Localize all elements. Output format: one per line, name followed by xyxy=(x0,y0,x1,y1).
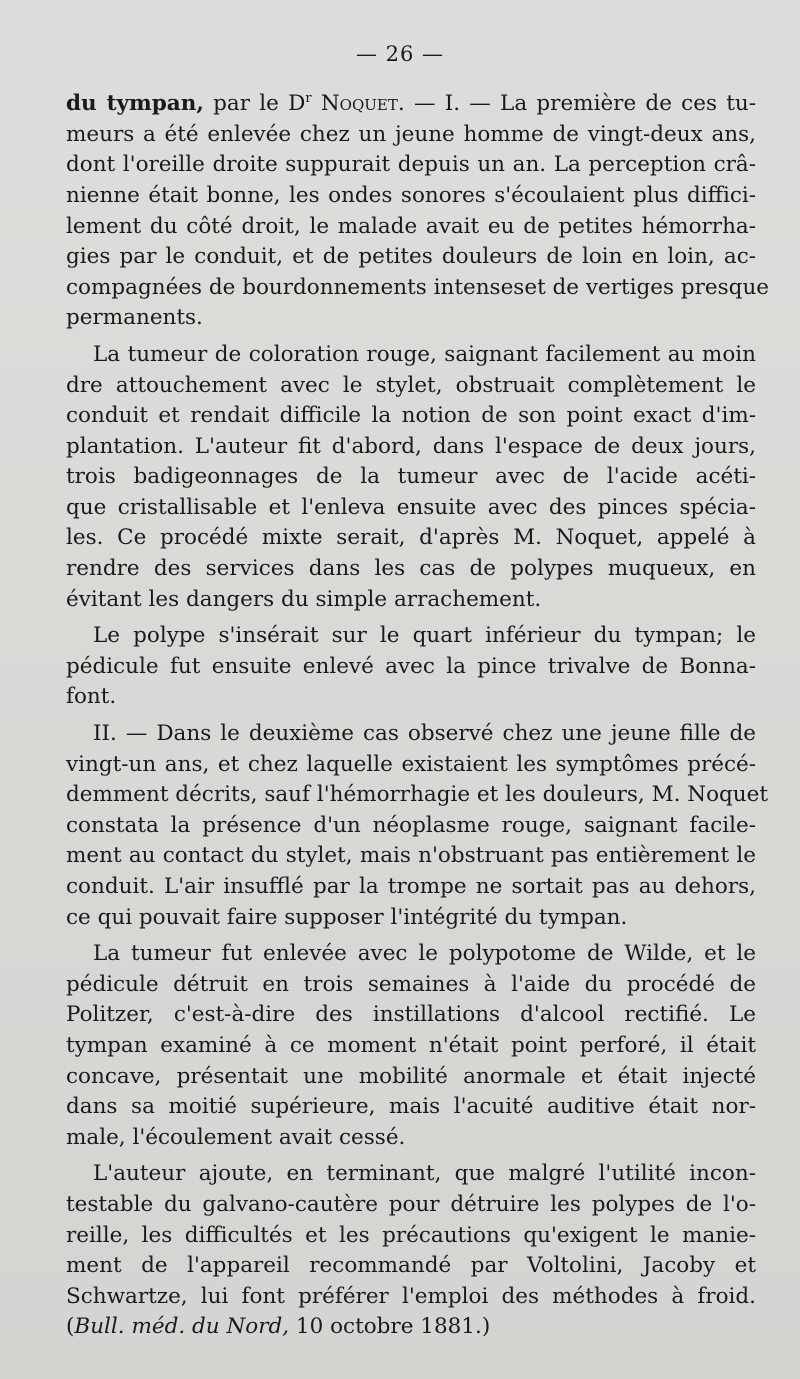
text-line: dre attouchement avec le stylet, obstruait complètement le xyxy=(66,372,756,398)
text-line: dans sa moitié supérieure, mais l'acuité auditive était nor- xyxy=(66,1094,756,1120)
text-line: gies par le conduit, et de petites douleurs de loin en loin, ac- xyxy=(66,244,756,270)
paragraph-2 xyxy=(66,340,756,615)
author-name: Noquet xyxy=(320,91,398,117)
citation-line xyxy=(66,1312,756,1343)
lead-phrase: du tympan, xyxy=(66,91,204,117)
text-line: pédicule détruit en trois semaines à l'aide du procédé de xyxy=(66,971,756,997)
text-line: que cristallisable et l'enleva ensuite avec des pinces spécia- xyxy=(66,494,756,520)
text-line: rendre des services dans les cas de polypes muqueux, en xyxy=(66,556,756,582)
text-line: lement du côté droit, le malade avait eu de petites hémorrha- xyxy=(66,213,756,239)
paragraph-3 xyxy=(66,621,756,713)
title-superscript: r xyxy=(305,91,312,106)
text-line: ment au contact du stylet, mais n'obstruant pas entièrement le xyxy=(66,843,756,869)
citation-date: 10 octobre 1881. xyxy=(289,1314,482,1340)
text-line: conduit. L'air insufflé par la trompe ne sortait pas au dehors, xyxy=(66,874,756,899)
text-line: La tumeur de coloration rouge, saignant facilement au moin xyxy=(93,341,756,367)
text-line: concave, présentait une mobilité anormale et était injecté xyxy=(66,1063,756,1089)
text-line: évitant les dangers du simple arrachement. xyxy=(66,586,542,612)
page-number: — 26 — xyxy=(355,42,445,66)
text-line: constata la présence d'un néoplasme rouge, saignant facile- xyxy=(66,812,756,838)
text-line: vingt-un ans, et chez laquelle existaient les symptômes précé- xyxy=(66,751,756,777)
text-line: les. Ce procédé mixte serait, d'après M. Noquet, appelé à xyxy=(66,525,756,551)
text-line: demment décrits, sauf l'hémorrhagie et les douleurs, M. Noquet xyxy=(66,782,768,808)
text-line: meurs a été enlevée chez un jeune homme de vingt-deux ans, xyxy=(66,121,756,147)
text-line: pédicule fut ensuite enlevé avec la pince trivalve de Bonna- xyxy=(66,653,756,679)
text-line: L'auteur ajoute, en terminant, que malgré l'utilité incon- xyxy=(93,1161,756,1187)
citation-paren: ( xyxy=(66,1314,75,1340)
text-line: ce qui pouvait faire supposer l'intégrité du tympan. xyxy=(66,904,628,930)
paragraph-6 xyxy=(66,1159,756,1343)
paragraph-1 xyxy=(66,84,770,334)
text-line: permanents. xyxy=(66,305,203,331)
text-line: Le polype s'insérait sur le quart inférieur du tympan; le xyxy=(93,623,756,649)
text-line xyxy=(66,84,756,120)
text-segment: par le D xyxy=(203,91,306,117)
text-line: nienne était bonne, les ondes sonores s'écoulaient plus diffici- xyxy=(66,182,756,208)
text-line: Schwartze, lui font préférer l'emploi des méthodes à froid. xyxy=(66,1283,756,1309)
text-segment xyxy=(312,91,321,116)
citation-journal: Bull. méd. du Nord, xyxy=(74,1314,290,1340)
text-line: testable du galvano-cautère pour détruire les polypes de l'o- xyxy=(66,1191,756,1217)
text-line: Politzer, c'est-à-dire des instillations d'alcool rectifié. Le xyxy=(66,1002,756,1028)
text-line: La tumeur fut enlevée avec le polypotome de Wilde, et le xyxy=(93,941,756,967)
text-line: male, l'écoulement avait cessé. xyxy=(66,1124,406,1150)
text-line: font. xyxy=(66,684,117,710)
text-line: dont l'oreille droite suppurait depuis un an. La perception crâ- xyxy=(66,152,756,178)
text-line: compagnées de bourdonnements intenseset de vertiges presque xyxy=(66,274,770,300)
paragraph-5 xyxy=(66,939,756,1153)
body-text xyxy=(66,84,770,1343)
text-line: conduit et rendait difficile la notion de son point exact d'im- xyxy=(66,403,756,429)
text-line: II. — Dans le deuxième cas observé chez une jeune fille de xyxy=(93,721,756,747)
text-line: trois badigeonnages de la tumeur avec de l'acide acéti- xyxy=(66,464,756,490)
text-segment: . — I. — La première de ces tu- xyxy=(397,91,756,117)
paragraph-4 xyxy=(66,719,768,933)
text-line: plantation. L'auteur fit d'abord, dans l'espace de deux jours, xyxy=(66,433,756,459)
text-line: ment de l'appareil recommandé par Voltolini, Jacoby et xyxy=(66,1253,756,1279)
text-line: tympan examiné à ce moment n'était point perforé, il était xyxy=(66,1032,756,1058)
citation-paren: ) xyxy=(481,1314,491,1340)
text-line: reille, les difficultés et les précautions qu'exigent le manie- xyxy=(66,1222,756,1248)
